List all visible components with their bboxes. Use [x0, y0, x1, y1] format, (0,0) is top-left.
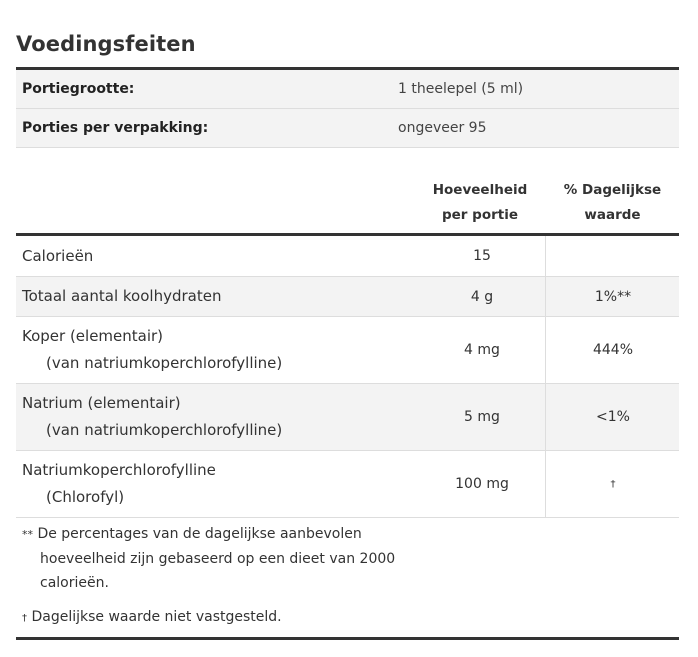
nutrient-name: Natriumkoperchlorofylline [22, 461, 216, 479]
amount-header-line1: Hoeveelheid [432, 182, 528, 198]
footnote-text: De percentages van de dagelijkse aanbevolen hoeveelheid zijn gebaseerd op een dieet van 2000 calorieën. [37, 526, 396, 591]
nutrient-amount: 15 [473, 248, 491, 264]
table-row [16, 451, 679, 518]
footnotes [22, 522, 442, 631]
nutrient-daily-value: 444% [545, 317, 680, 383]
footnote-marker: † [22, 613, 27, 624]
daily-value-header [546, 178, 679, 228]
dv-header-line1: % Dagelijkse [563, 182, 662, 198]
footnote-text: Dagelijkse waarde niet vastgesteld. [31, 609, 282, 625]
table-row [16, 317, 679, 384]
serving-size-label: Portiegrootte: [22, 81, 135, 97]
nutrient-name: Natrium (elementair) [22, 394, 181, 412]
servings-per-container-label: Porties per verpakking: [22, 120, 209, 136]
table-header [16, 175, 679, 236]
nutrient-source: (van natriumkoperchlorofylline) [46, 421, 283, 439]
nutrient-daily-value: † [545, 451, 680, 517]
table-row [16, 384, 679, 451]
nutrient-amount: 4 g [470, 288, 494, 305]
nutrient-amount: 5 mg [464, 409, 500, 425]
nutrient-amount: 100 mg [455, 476, 509, 492]
footnote-not-established [22, 605, 442, 631]
footnote-marker: ** [22, 528, 33, 541]
amount-header-line2: per portie [441, 207, 518, 223]
nutrient-name: Totaal aantal koolhydraten [22, 287, 222, 305]
bottom-divider [16, 637, 679, 640]
table-row [16, 277, 679, 317]
dv-header-line2: waarde [584, 207, 641, 223]
servings-per-container-row [16, 109, 679, 148]
nutrient-table [16, 236, 679, 518]
serving-size-row [16, 70, 679, 109]
serving-info [16, 67, 679, 148]
servings-per-container-value: ongeveer 95 [398, 120, 487, 136]
nutrient-amount: 4 mg [464, 342, 500, 358]
nutrient-source: (Chlorofyl) [46, 488, 125, 506]
serving-size-value: 1 theelepel (5 ml) [398, 81, 524, 97]
footnote-daily-value-basis [22, 522, 442, 595]
amount-per-serving-header [420, 178, 540, 228]
nutrient-daily-value: <1% [545, 384, 680, 450]
nutrient-source: (van natriumkoperchlorofylline) [46, 354, 283, 372]
nutrient-daily-value [545, 236, 680, 276]
nutrient-name: Calorieën [22, 247, 94, 265]
nutrient-daily-value: 1%** [545, 277, 680, 316]
nutrient-name: Koper (elementair) [22, 327, 164, 345]
panel-title: Voedingsfeiten [16, 32, 196, 56]
table-row [16, 236, 679, 277]
